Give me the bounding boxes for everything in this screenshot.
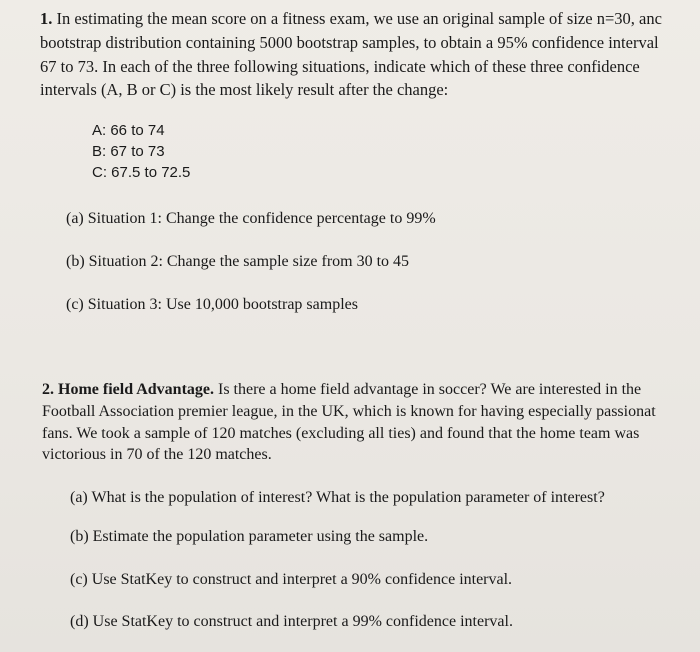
q1-stem-line-1 bbox=[40, 9, 662, 29]
q1-number: 1. bbox=[40, 9, 53, 28]
q2-title: Home field Advantage. bbox=[58, 381, 214, 398]
q1-option-a: A: 66 to 74 bbox=[92, 122, 165, 139]
q2-stem-line-3: fans. We took a sample of 120 matches (excluding all ties) and found that the home team was bbox=[42, 425, 640, 442]
q2-stem-line-1 bbox=[42, 380, 641, 400]
q1-stem-text-1: In estimating the mean score on a fitness exam, we use an original sample of size n=30, anc bbox=[56, 9, 662, 28]
q2-stem-text-1: Is there a home field advantage in soccer? We are interested in the bbox=[218, 381, 642, 398]
q1-part-a: (a) Situation 1: Change the confidence percentage to 99% bbox=[66, 210, 436, 227]
q1-option-c: C: 67.5 to 72.5 bbox=[92, 164, 191, 181]
q2-stem-line-2: Football Association premier league, in the UK, which is known for having especially passionat bbox=[42, 403, 656, 420]
q1-stem-line-3: 67 to 73. In each of the three following situations, indicate which of these three confidence bbox=[40, 57, 640, 76]
q2-part-c: (c) Use StatKey to construct and interpret a 90% confidence interval. bbox=[70, 571, 513, 588]
q2-part-d: (d) Use StatKey to construct and interpret a 99% confidence interval. bbox=[70, 613, 513, 630]
q1-part-c: (c) Situation 3: Use 10,000 bootstrap samples bbox=[66, 296, 358, 313]
q1-part-b: (b) Situation 2: Change the sample size from 30 to 45 bbox=[66, 253, 410, 270]
q2-stem-line-4: victorious in 70 of the 120 matches. bbox=[42, 446, 272, 463]
q2-part-b: (b) Estimate the population parameter using the sample. bbox=[70, 528, 429, 545]
q1-option-b: B: 67 to 73 bbox=[92, 143, 165, 160]
q1-stem-line-4: intervals (A, B or C) is the most likely result after the change: bbox=[40, 80, 449, 99]
q2-number: 2. bbox=[42, 381, 54, 398]
q1-stem-line-2: bootstrap distribution containing 5000 bootstrap samples, to obtain a 95% confidence interval bbox=[40, 33, 659, 52]
q2-part-a: (a) What is the population of interest? What is the population parameter of interest? bbox=[70, 489, 605, 506]
